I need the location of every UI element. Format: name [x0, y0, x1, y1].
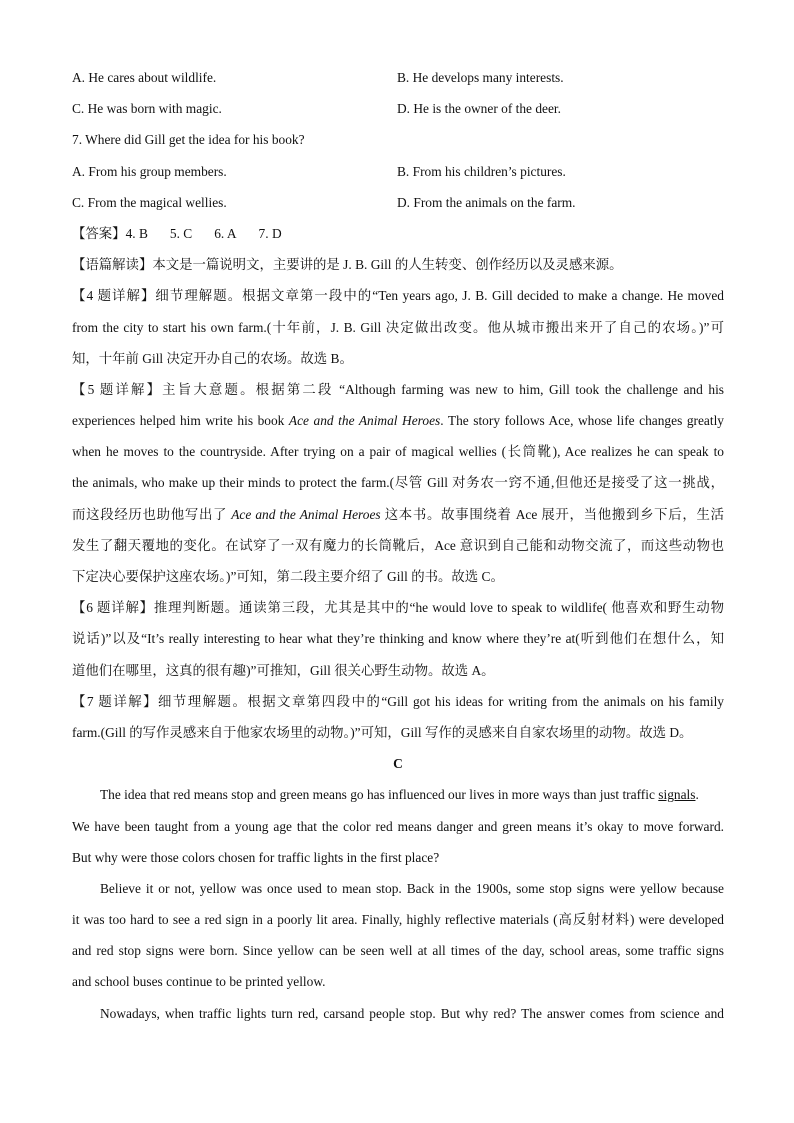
- answer-item: 5. C: [169, 225, 193, 241]
- passage-line: [72, 779, 724, 810]
- q6-options-row-2: [72, 93, 724, 124]
- passage-line: We have been taught from a young age that the color red means danger and green means it’s okay to move forward.: [72, 818, 724, 834]
- explanation-5-line: the animals, who make up their minds to protect the farm.(尽管 Gill 对务农一窍不通,但他还是接受了这一挑战，: [72, 475, 724, 491]
- text-run: 而这段经历也助他写出了: [72, 506, 232, 522]
- answer-item: 7. D: [258, 225, 282, 241]
- q6-option-d: D. He is the owner of the deer.: [397, 101, 561, 117]
- q7-option-c: C. From the magical wellies.: [72, 194, 227, 210]
- explanation-4-line: 知，十年前 Gill 决定开办自己的农场。故选 B。: [72, 350, 353, 366]
- passage-overview: 【语篇解读】本文是一篇说明文，主要讲的是 J. B. Gill 的人生转变、创作经历以及灵感来源。: [72, 257, 623, 273]
- explanation-5-line: 发生了翻天覆地的变化。在试穿了一双有魔力的长筒靴后，Ace 意识到自己能和动物交流了，而这些动物也: [72, 537, 724, 553]
- q6-option-a: A. He cares about wildlife.: [72, 70, 217, 85]
- document-page: [72, 62, 724, 1029]
- answer-item: 6. A: [214, 225, 237, 241]
- q7-option-d: D. From the animals on the farm.: [397, 194, 576, 210]
- q6-option-b: B. He develops many interests.: [397, 70, 564, 85]
- q6-option-c: C. He was born with magic.: [72, 101, 222, 117]
- text-run: experiences helped him write his book: [72, 413, 289, 429]
- explanation-7-line: farm.(Gill 的写作灵感来自于他家农场里的动物。)”可知，Gill 写作的灵感来自自家农场里的动物。故选 D。: [72, 724, 693, 740]
- passage-line: it was too hard to see a red sign in a poorly lit area. Finally, highly reflective materials (高反射材料) were developed: [72, 912, 724, 928]
- explanation-5-line: [72, 405, 724, 436]
- explanation-4-line: from the city to start his own farm.(十年前，J. B. Gill 决定做出改变。他从城市搬出来开了自己的农场。)”可: [72, 319, 724, 335]
- q7-options-row-1: [72, 156, 724, 187]
- explanation-6-line: 【6 题详解】推理判断题。通读第三段，尤其是其中的“he would love to speak to wildlife( 他喜欢和野生动物: [72, 600, 724, 616]
- text-run: 这本书。故事围绕着 Ace 展开，当他搬到乡下后，生活: [380, 506, 724, 522]
- explanation-6-line: 道他们在哪里，这真的很有趣)”可推知，Gill 很关心野生动物。故选 A。: [72, 662, 495, 678]
- passage-line: and red stop signs were born. Since yellow can be seen well at all times of the day, school areas, some traffic signs: [72, 943, 724, 959]
- section-heading: C: [393, 756, 403, 772]
- explanation-5-line: 【5 题详解】主旨大意题。根据第二段 “Although farming was new to him, Gill took the challenge and his: [72, 381, 724, 397]
- book-title: Ace and the Animal Heroes: [288, 413, 441, 429]
- underlined-word: signals: [658, 787, 696, 803]
- explanation-4-line: 【4 题详解】细节理解题。根据文章第一段中的“Ten years ago, J. B. Gill decided to make a change. He moved: [72, 288, 724, 304]
- answer-item: 4. B: [125, 225, 148, 241]
- passage-line: But why were those colors chosen for traffic lights in the first place?: [72, 849, 440, 865]
- explanation-5-line: 下定决心要保护这座农场。)”可知，第二段主要介绍了 Gill 的书。故选 C。: [72, 569, 504, 584]
- q7-stem: 7. Where did Gill get the idea for his book?: [72, 132, 305, 148]
- q7-options-row-2: [72, 187, 724, 218]
- answer-label: 【答案】: [72, 225, 126, 241]
- explanation-6-line: 说话)”以及“It’s really interesting to hear what they’re thinking and know where they’re at(听到他们在想什么，知: [72, 631, 724, 647]
- text-run: . The story follows Ace, whose life changes greatly: [440, 413, 724, 429]
- text-run: .: [695, 787, 699, 803]
- q7-option-b: B. From his children’s pictures.: [397, 163, 566, 179]
- passage-line: Nowadays, when traffic lights turn red, carsand people stop. But why red? The answer comes from science and: [100, 1005, 724, 1021]
- passage-line: and school buses continue to be printed yellow.: [72, 974, 326, 990]
- explanation-5-line: when he moves to the countryside. After trying on a pair of magical wellies (长筒靴), Ace realizes he can speak to: [72, 444, 724, 460]
- q6-options-row-1: [72, 62, 724, 93]
- book-title: Ace and the Animal Heroes: [231, 506, 381, 522]
- explanation-5-line: [72, 499, 724, 530]
- answer-key: [72, 218, 724, 249]
- explanation-7-line: 【7 题详解】细节理解题。根据文章第四段中的“Gill got his ideas for writing from the animals on his family: [72, 693, 724, 709]
- q7-option-a: A. From his group members.: [72, 163, 227, 179]
- passage-line: Believe it or not, yellow was once used to mean stop. Back in the 1900s, some stop signs were yellow because: [100, 880, 724, 896]
- text-run: The idea that red means stop and green means go has influenced our lives in more ways than just traffic: [100, 787, 659, 803]
